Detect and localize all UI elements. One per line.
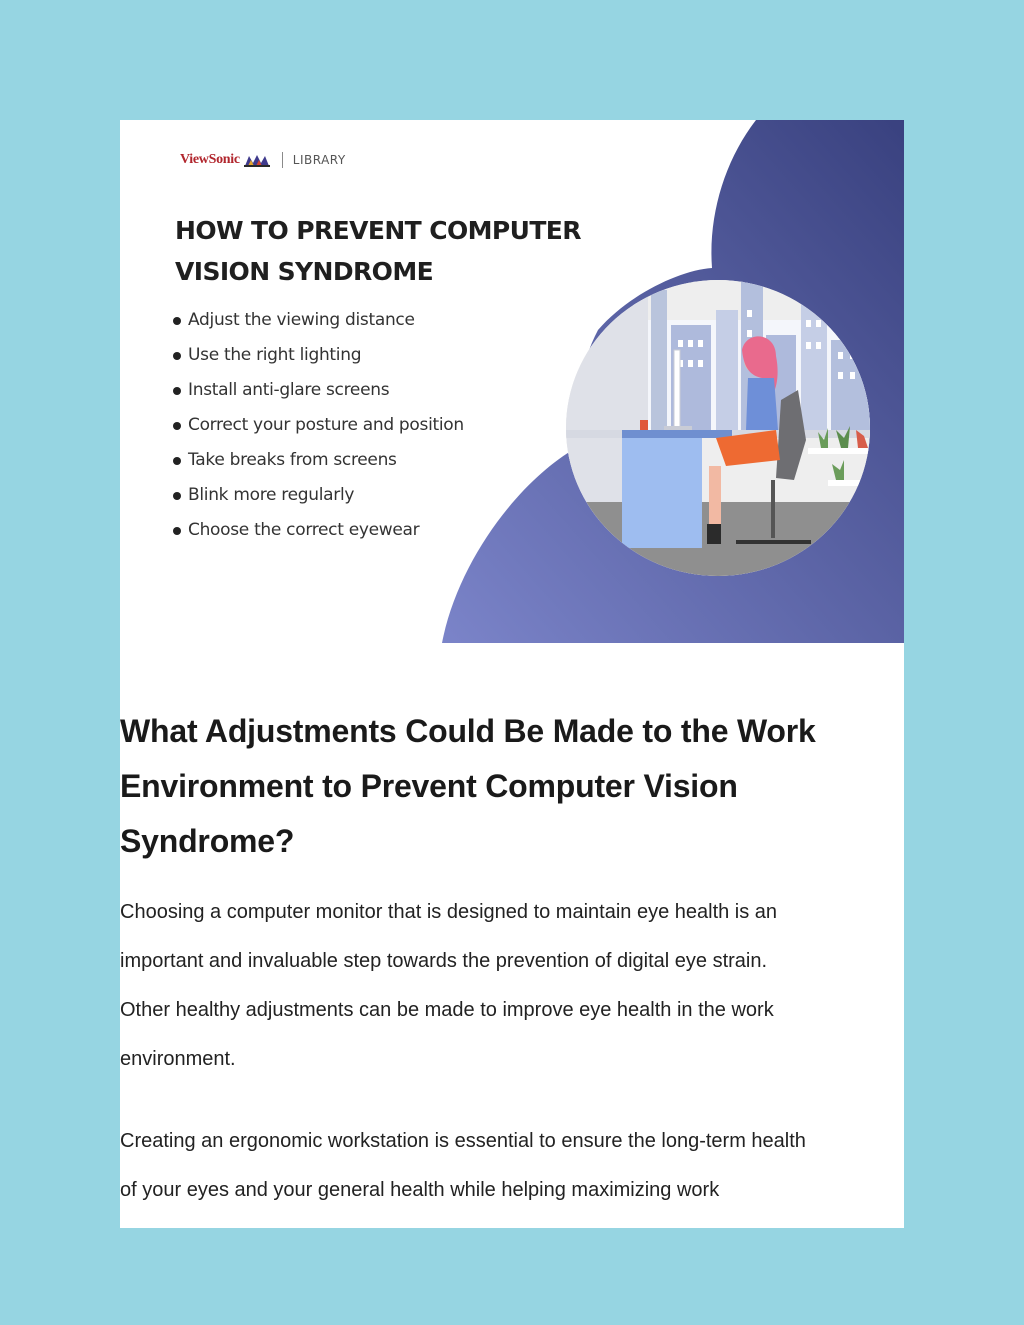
article-paragraph-1: Choosing a computer monitor that is designed to maintain eye health is an important and invaluable step towards the prevention of digital eye strain. Other healthy adjustments can be made to improve eye health in the work environment. xyxy=(120,901,778,1070)
tip-item xyxy=(173,443,464,478)
logo-separator xyxy=(282,152,283,168)
tip-text: Adjust the viewing distance xyxy=(188,310,415,330)
logo-library-text: LIBRARY xyxy=(292,153,346,167)
bullet-icon xyxy=(173,317,181,325)
bullet-icon xyxy=(173,387,181,395)
tip-text: Install anti-glare screens xyxy=(188,380,390,400)
bullet-icon xyxy=(173,422,181,430)
tips-list xyxy=(173,303,464,548)
article-paragraph-2: Creating an ergonomic workstation is essential to ensure the long-term health of your eyes and your general health while helping maximizing work xyxy=(120,1130,806,1201)
bullet-icon xyxy=(173,457,181,465)
bullet-icon xyxy=(173,527,181,535)
logo-brand-text: ViewSonic xyxy=(180,152,240,167)
viewsonic-library-logo xyxy=(180,152,346,168)
bullet-icon xyxy=(173,352,181,360)
tip-item xyxy=(173,338,464,373)
office-illustration xyxy=(566,280,870,576)
tip-text: Choose the correct eyewear xyxy=(188,520,420,540)
bullet-icon xyxy=(173,492,181,500)
infographic-title: HOW TO PREVENT COMPUTER VISION SYNDROME xyxy=(175,216,581,286)
infographic-image xyxy=(120,120,904,643)
tip-item xyxy=(173,373,464,408)
document-page xyxy=(120,120,904,1228)
tip-text: Correct your posture and position xyxy=(188,415,464,435)
birds-logo-icon xyxy=(244,153,270,167)
tip-text: Use the right lighting xyxy=(188,345,362,365)
tip-item xyxy=(173,478,464,513)
tip-text: Take breaks from screens xyxy=(188,450,397,470)
woman-at-desk-illustration xyxy=(566,280,870,576)
article-heading: What Adjustments Could Be Made to the Work Environment to Prevent Computer Vision Syndrome? xyxy=(120,713,816,859)
tip-item xyxy=(173,513,464,548)
tip-item xyxy=(173,408,464,443)
tip-text: Blink more regularly xyxy=(188,485,355,505)
tip-item xyxy=(173,303,464,338)
